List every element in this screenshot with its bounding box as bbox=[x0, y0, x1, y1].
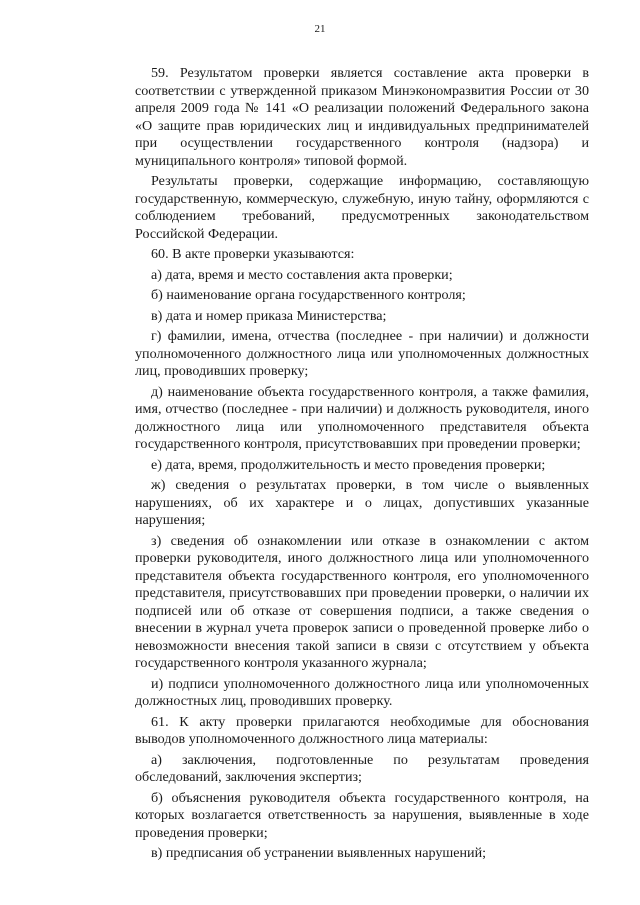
list-item-60-z: з) сведения об ознакомлении или отказе в ознакомлении с актом проверки руководителя, иного должностного лица или уполномоченного представителя объекта государственного контроля, его уполномоченного представителя, присутствовавших при проведении проверки, о наличии их подписей или об отказе от совершения подписи, а также сведения о внесении в журнал учета проверок записи о проведенной проверке либо о невозможности внесения такой записи в связи с отсутствием у объекта государственного контроля указанного журнала; bbox=[135, 532, 589, 671]
list-item-60-v: в) дата и номер приказа Министерства; bbox=[151, 307, 387, 324]
paragraph-60: 60. В акте проверки указываются: bbox=[151, 246, 355, 262]
list-item-60-g: г) фамилии, имена, отчества (последнее - при наличии) и должности уполномоченного должностного лица или уполномоченных должностных лиц, проводивших проверку; bbox=[135, 328, 589, 379]
list-item-60-d: д) наименование объекта государственного контроля, а также фамилия, имя, отчество (последнее - при наличии) и должность руководителя, иного должностного лица или уполномоченного представителя объекта государственного контроля, присутствовавших при проведении проверки; bbox=[135, 383, 589, 452]
list-item-60-zh: ж) сведения о результатах проверки, в том числе о выявленных нарушениях, об их характере и о лицах, допустивших указанные нарушения; bbox=[135, 477, 589, 528]
list-item-61-v: в) предписания об устранении выявленных нарушений; bbox=[151, 845, 487, 861]
page-number: 21 bbox=[314, 23, 326, 35]
paragraph-59: 59. Результатом проверки является составление акта проверки в соответствии с утвержденной приказом Минэкономразвития России от 30 апреля 2009 года № 141 «О реализации положений Федерального закона «О защите прав юридических лиц и индивидуальных предпринимателей при осуществлении государственного контроля (надзора) и муниципального контроля» типовой формой. bbox=[135, 65, 589, 169]
list-item-60-i: и) подписи уполномоченного должностного лица или уполномоченных должностных лиц, проводивших проверку. bbox=[135, 675, 589, 709]
list-item-61-a: а) заключения, подготовленные по результатам проведения обследований, заключения экспертиз; bbox=[135, 751, 589, 785]
list-item-60-b: б) наименование органа государственного контроля; bbox=[151, 287, 466, 303]
list-item-61-b: б) объяснения руководителя объекта государственного контроля, на которых возлагается ответственность за нарушения, выявленные в ходе проведения проверки; bbox=[135, 789, 589, 841]
list-item-60-e: е) дата, время, продолжительность и место проведения проверки; bbox=[151, 456, 546, 473]
document-body bbox=[135, 65, 589, 863]
paragraph-results-secrecy: Результаты проверки, содержащие информацию, составляющую государственную, коммерческую, служебную, иную тайну, оформляются с соблюдением требований, предусмотренных законодательством Российской Федерации. bbox=[135, 173, 589, 242]
paragraph-61: 61. К акту проверки прилагаются необходимые для обоснования выводов уполномоченного должностного лица материалы: bbox=[135, 713, 589, 747]
list-item-60-a: а) дата, время и место составления акта проверки; bbox=[151, 266, 453, 283]
